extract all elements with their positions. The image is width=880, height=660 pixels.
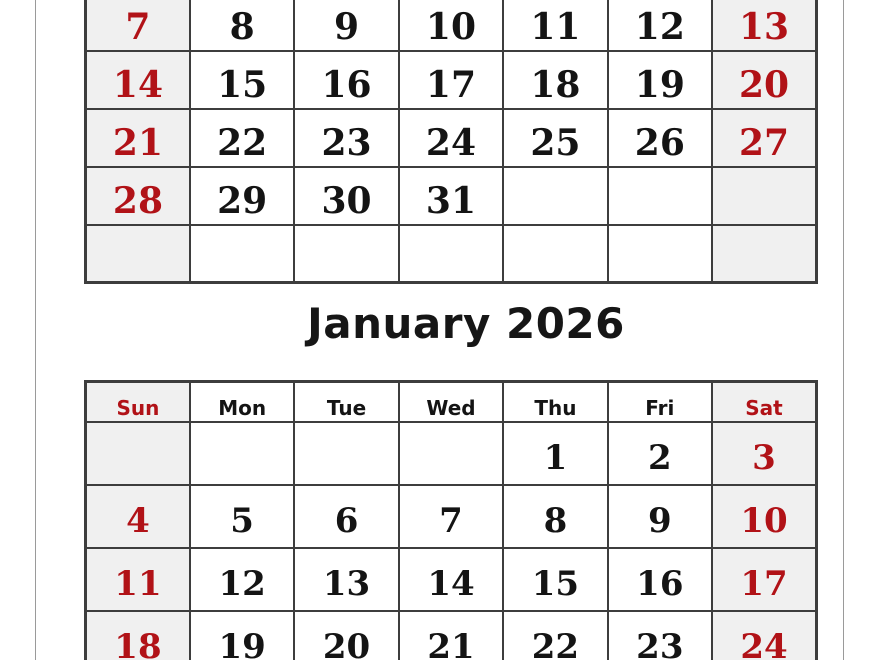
empty-day-cell	[86, 225, 190, 283]
empty-day-cell	[608, 167, 712, 225]
date-cell-27: 27	[712, 109, 816, 167]
date-cell-12: 12	[608, 0, 712, 51]
date-cell-7: 7	[399, 485, 503, 548]
date-cell-21: 21	[86, 109, 190, 167]
date-cell-1: 1	[503, 422, 607, 485]
date-cell-16: 16	[294, 51, 398, 109]
month-title: January 2026	[307, 299, 625, 348]
date-cell-13: 13	[294, 548, 398, 611]
day-header-thu: Thu	[503, 382, 607, 422]
previous-month-calendar-grid	[84, 0, 818, 284]
date-cell-25: 25	[503, 109, 607, 167]
date-cell-9: 9	[294, 0, 398, 51]
day-header-sat: Sat	[712, 382, 816, 422]
date-cell-23: 23	[294, 109, 398, 167]
date-cell-15: 15	[190, 51, 294, 109]
date-cell-24: 24	[712, 611, 816, 660]
date-cell-14: 14	[399, 548, 503, 611]
date-cell-4: 4	[86, 485, 190, 548]
empty-day-cell	[86, 422, 190, 485]
date-cell-29: 29	[190, 167, 294, 225]
date-cell-24: 24	[399, 109, 503, 167]
date-cell-18: 18	[503, 51, 607, 109]
date-cell-14: 14	[86, 51, 190, 109]
date-cell-10: 10	[712, 485, 816, 548]
date-cell-11: 11	[503, 0, 607, 51]
date-cell-28: 28	[86, 167, 190, 225]
date-cell-9: 9	[608, 485, 712, 548]
empty-day-cell	[399, 225, 503, 283]
empty-day-cell	[608, 225, 712, 283]
date-cell-2: 2	[608, 422, 712, 485]
date-cell-20: 20	[712, 51, 816, 109]
day-header-mon: Mon	[190, 382, 294, 422]
date-cell-22: 22	[190, 109, 294, 167]
date-cell-12: 12	[190, 548, 294, 611]
empty-day-cell	[190, 225, 294, 283]
empty-day-cell	[503, 225, 607, 283]
empty-day-cell	[399, 422, 503, 485]
empty-day-cell	[190, 422, 294, 485]
date-cell-17: 17	[712, 548, 816, 611]
day-header-sun: Sun	[86, 382, 190, 422]
empty-day-cell	[294, 225, 398, 283]
day-header-tue: Tue	[294, 382, 398, 422]
date-cell-20: 20	[294, 611, 398, 660]
date-cell-6: 6	[294, 485, 398, 548]
empty-day-cell	[712, 225, 816, 283]
date-cell-11: 11	[86, 548, 190, 611]
date-cell-26: 26	[608, 109, 712, 167]
date-cell-21: 21	[399, 611, 503, 660]
day-header-wed: Wed	[399, 382, 503, 422]
date-cell-10: 10	[399, 0, 503, 51]
empty-day-cell	[503, 167, 607, 225]
page-left-edge	[35, 0, 36, 660]
date-cell-31: 31	[399, 167, 503, 225]
date-cell-15: 15	[503, 548, 607, 611]
page-right-edge	[843, 0, 844, 660]
date-cell-13: 13	[712, 0, 816, 51]
january-calendar-grid	[84, 380, 818, 660]
date-cell-30: 30	[294, 167, 398, 225]
date-cell-8: 8	[503, 485, 607, 548]
date-cell-8: 8	[190, 0, 294, 51]
date-cell-19: 19	[608, 51, 712, 109]
date-cell-17: 17	[399, 51, 503, 109]
date-cell-22: 22	[503, 611, 607, 660]
date-cell-18: 18	[86, 611, 190, 660]
date-cell-5: 5	[190, 485, 294, 548]
date-cell-3: 3	[712, 422, 816, 485]
date-cell-19: 19	[190, 611, 294, 660]
day-header-fri: Fri	[608, 382, 712, 422]
date-cell-23: 23	[608, 611, 712, 660]
date-cell-16: 16	[608, 548, 712, 611]
empty-day-cell	[712, 167, 816, 225]
date-cell-7: 7	[86, 0, 190, 51]
empty-day-cell	[294, 422, 398, 485]
